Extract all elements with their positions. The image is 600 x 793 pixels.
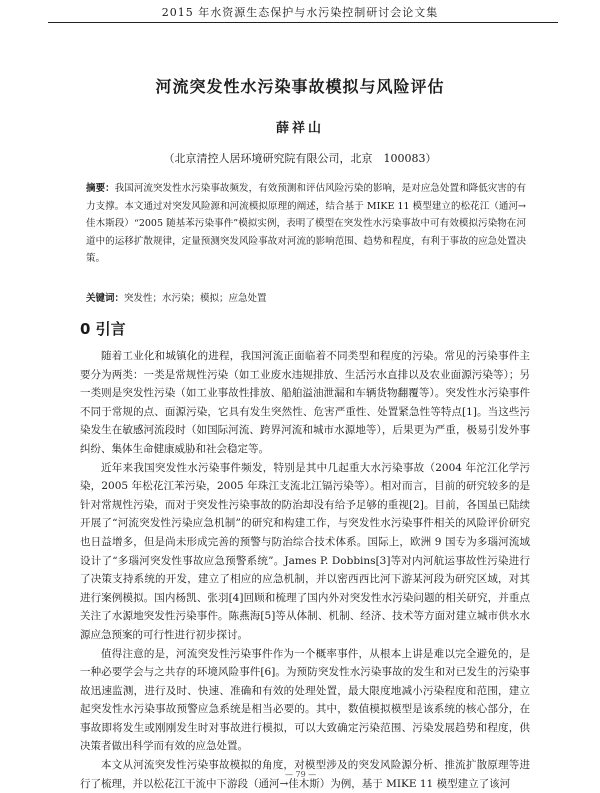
paragraph: 随着工业化和城镇化的进程，我国河流正面临着不同类型和程度的污染。常见的污染事件主要分为两类：一类是常规性污染（如工业废水违规排放、生活污水直排以及农业面源污染等）；另一类则是突发性污染（如工业事故性排放、船舶溢油泄漏和车辆货物翻覆等）。突发性水污染事件不同于常规的点、面源污染，它具有发生突然性、危害严重性、处置紧急性等特点[1]。当这些污染发生在敏感河流段时（如国际河流、跨界河流和城市水源地等），后果更为严重，极易引发外事纠纷、集体生命健康威胁和社会稳定等。 (80, 350, 530, 455)
section-heading: 0 引言 (80, 320, 126, 338)
paper-title: 河流突发性水污染事故模拟与风险评估 (155, 77, 445, 96)
header-divider (48, 22, 558, 23)
paragraph: 近年来我国突发性水污染事件频发，特别是其中几起重大水污染事故（2004 年沱江化学污染，2005 年松花江苯污染，2005 年珠江支流北江镉污染等）。相对而言，目前的研究较多的是针对常规性污染，而对于突发性污染事故的防治却没有给予足够的重视[2]。目前，各国虽已陆续开展了“河流突发性污染应急机制”的研究和构建工作，与突发性水污染事件相关的风险评价研究也日益增多，但是尚未形成完善的预警与防治综合技术体系。国际上，欧洲 9 国专为多瑙河流域设计了“多瑙河突发性事故应急预警系统”。James P. Dobbins[3]等对内河航运事故性污染进行了决策支持系统的开发，建立了相应的应急机制，并以密西西比河下游某河段为研究区域，对其进行案例模拟。国内杨凯、张羽[4]回顾和梳理了国内外对突发性水污染问题的相关研究，并重点关注了水源地突发性污染事件。陈燕海[5]等从体制、机制、经济、技术等方面对建立城市供水水源应急预案的可行性进行初步探讨。 (80, 461, 530, 641)
abstract-text: 我国河流突发性水污染事故频发，有效预测和评估风险污染的影响，是对应急处置和降低灾害的有力支撑。本文通过对突发风险源和河流模拟原理的阐述，结合基于 MIKE 11 模型建立的松花江（通河→佳木斯段）“2005 随基苯污染事件”模拟实例，表明了模型在突发性水污染事故中可有效模拟污染物在河道中的运移扩散规律，定量预测突发风险事故对河流的影响范围、趋势和程度，有利于事故的应急处置决策。 (86, 183, 526, 264)
abstract (86, 180, 526, 268)
page-number: — 79 — (285, 770, 317, 779)
body-text (80, 347, 530, 793)
author-name: 薛祥山 (275, 121, 324, 136)
keywords-label: 关键词： (86, 293, 125, 304)
paragraph: 本文从河流突发性污染事故模拟的角度，对模型涉及的突发风险源分析、推流扩散原理等进行了梳理，并以松花江干流中下游段（通河→佳木斯）为例，基于 MIKE 11 模型建立了该河 (80, 759, 530, 790)
abstract-label: 摘要： (86, 183, 115, 194)
keywords (86, 290, 526, 304)
paragraph: 值得注意的是，河流突发性污染事件作为一个概率事件，从根本上讲是难以完全避免的，是一种必要学会与之共存的环境风险事件[6]。为预防突发性水污染事故的发生和对已发生的污染事故迅速监测，进行及时、快速、准确和有效的处理处置，最大限度地减小污染程度和范围，建立起突发性水污染事故预警应急系统是相当必要的。其中，数值模拟模型是该系统的核心部分，在事故即将发生或刚刚发生时对事故进行模拟，可以大致确定污染范围、污染发展趋势和程度，供决策者做出科学而有效的应急处置。 (80, 647, 530, 753)
running-header: 2015 年水资源生态保护与水污染控制研讨会论文集 (161, 6, 439, 19)
author-affiliation: （北京清控人居环境研究院有限公司，北京 100083） (163, 152, 437, 165)
keywords-text: 突发性；水污染；模拟；应急处置 (124, 293, 267, 304)
